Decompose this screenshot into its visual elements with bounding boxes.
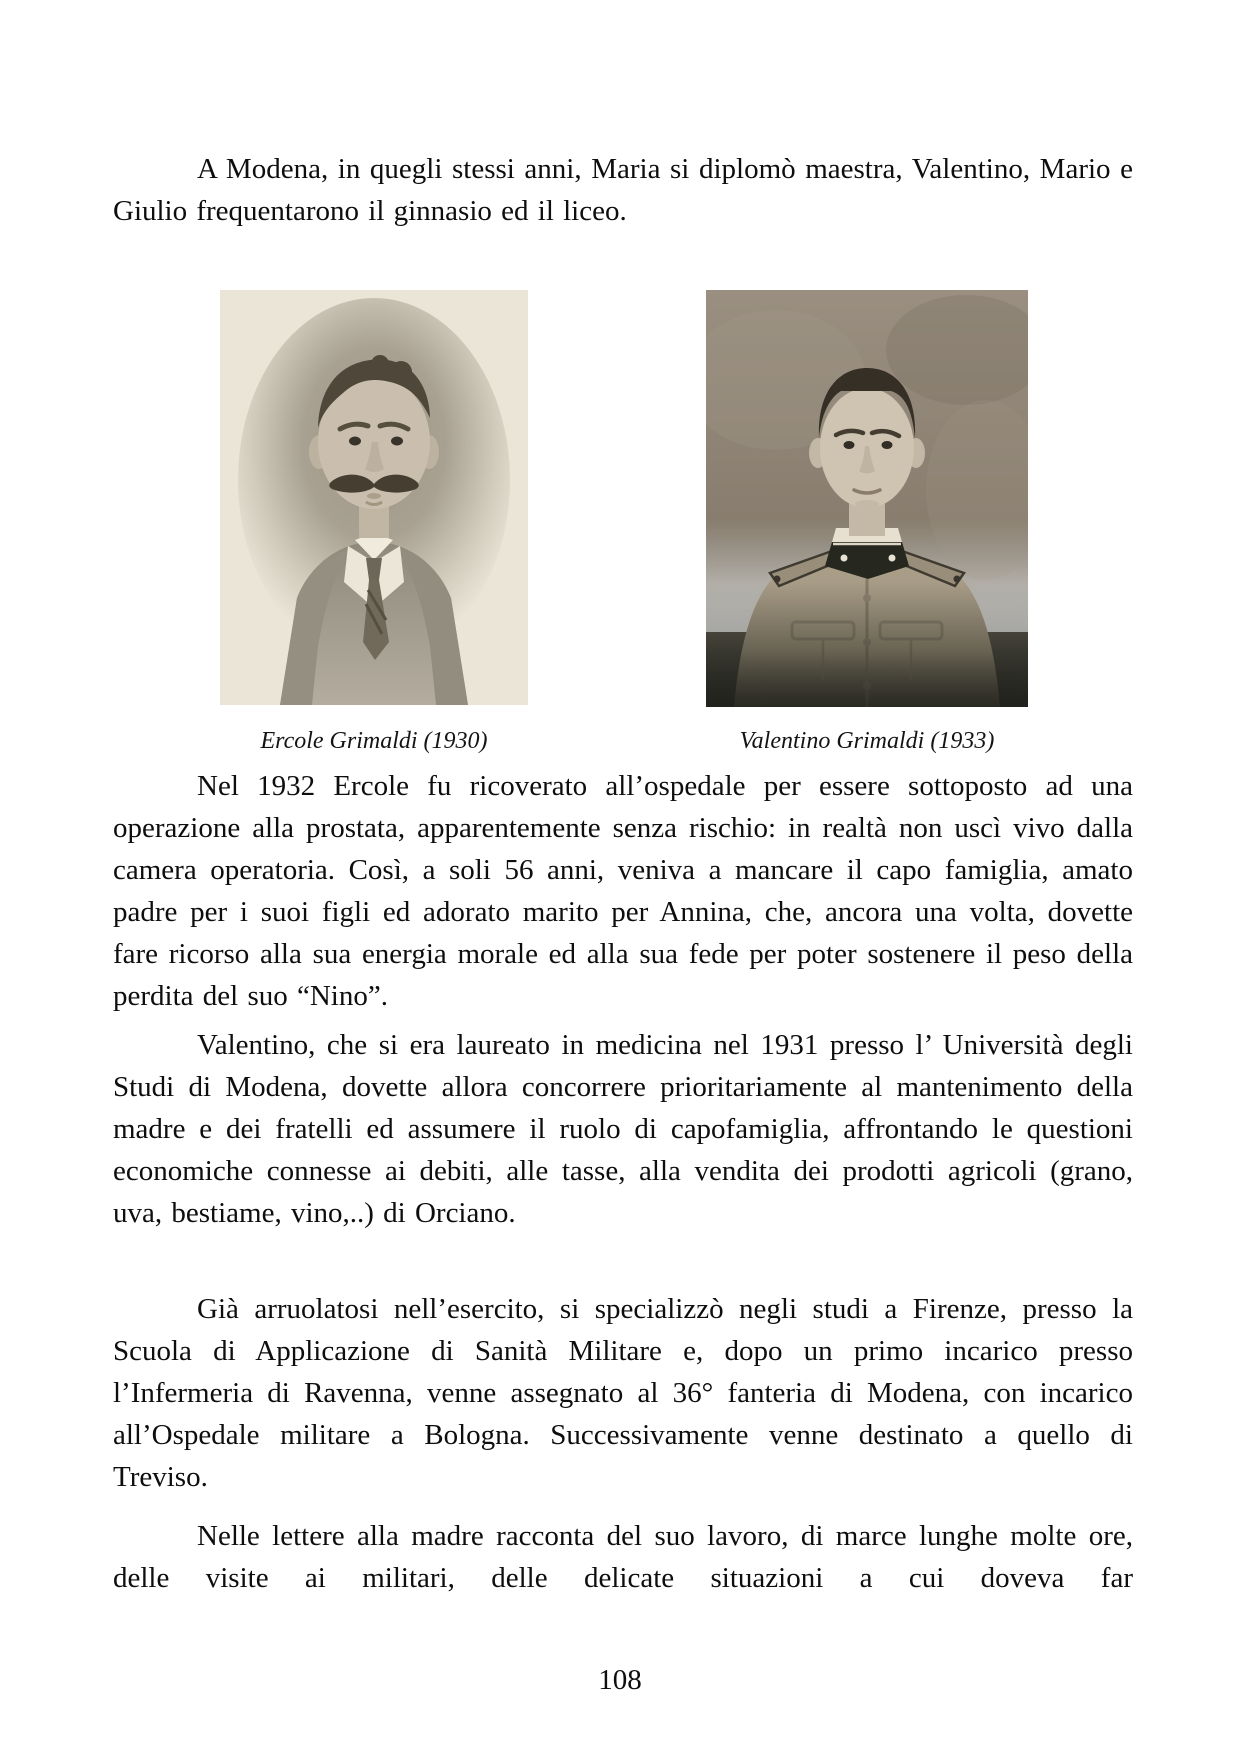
caption-valentino: Valentino Grimaldi (1933) xyxy=(739,728,995,754)
figure-ercole xyxy=(220,290,528,705)
paragraph-army-career: Già arruolatosi nell’esercito, si specializzò negli studi a Firenze, presso la Scuola di Applicazione di Sanità Militare e, dopo un primo incarico presso l’Infermeria di Ravenna, venne assegnato al 36° fanteria di Modena, con incarico all’Ospedale militare a Bologna. Successivamente venne destinato a quello di Treviso. xyxy=(113,1293,1133,1493)
caption-ercole: Ercole Grimaldi (1930) xyxy=(260,728,488,754)
paragraph-letters: Nelle lettere alla madre racconta del suo lavoro, di marce lunghe molte ore, delle visite ai militari, delle delicate situazioni a cui doveva far xyxy=(113,1520,1133,1594)
paragraph-ercole-death: Nel 1932 Ercole fu ricoverato all’ospedale per essere sottoposto ad una operazione alla prostata, apparentemente senza rischio: in realtà non uscì vivo dalla camera operatoria. Così, a soli 56 anni, veniva a mancare il capo famiglia, amato padre per i suoi figli ed adorato marito per Annina, che, ancora una volta, dovette fare ricorso alla sua energia morale ed alla sua fede per poter sostenere il peso della perdita del suo “Nino”. xyxy=(113,770,1133,1012)
paragraph-intro: A Modena, in quegli stessi anni, Maria si diplomò maestra, Valentino, Mario e Giulio frequentarono il ginnasio ed il liceo. xyxy=(113,153,1133,227)
ercole-portrait-photo xyxy=(220,290,528,705)
figure-valentino xyxy=(706,290,1028,707)
page-number: 108 xyxy=(598,1664,642,1696)
paragraph-valentino-degree: Valentino, che si era laureato in medicina nel 1931 presso l’ Università degli Studi di Modena, dovette allora concorrere prioritariamente al mantenimento della madre e dei fratelli ed assumere il ruolo di capofamiglia, affrontando le questioni economiche connesse ai debiti, alle tasse, alla vendita dei prodotti agricoli (grano, uva, bestiame, vino,..) di Orciano. xyxy=(113,1029,1133,1229)
valentino-portrait-photo xyxy=(706,290,1028,707)
